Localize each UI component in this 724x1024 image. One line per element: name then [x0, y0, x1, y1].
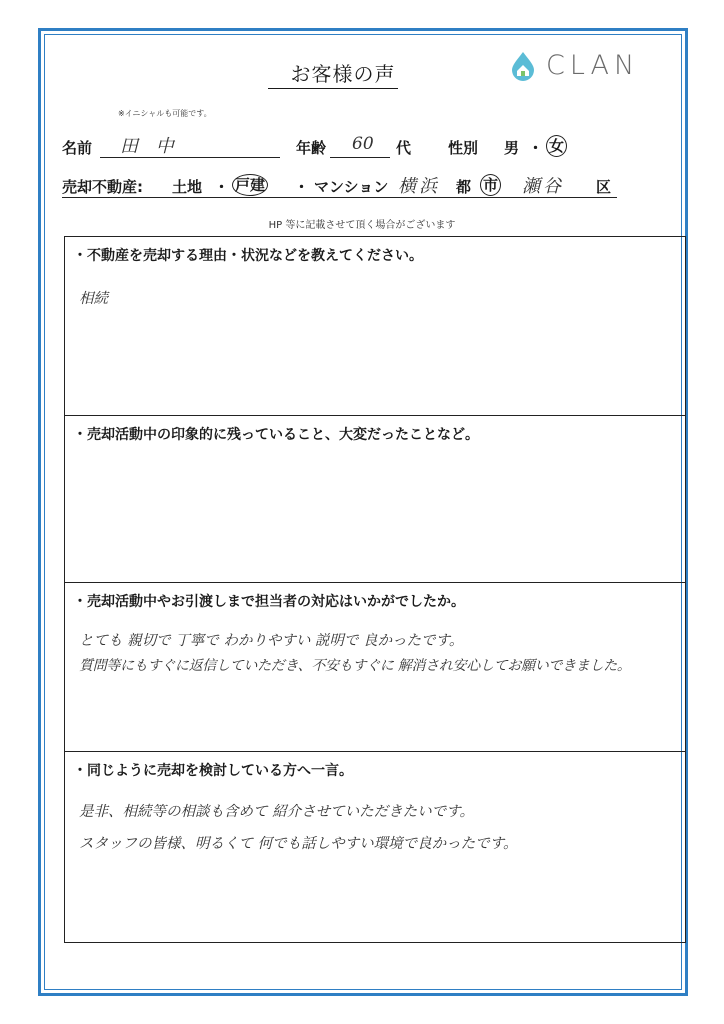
hp-note: HP 等に記載させて頂く場合がございます: [268, 220, 456, 231]
question-box-reason: [64, 236, 686, 416]
age-value[interactable]: 60: [352, 134, 374, 154]
title-underline: [268, 88, 398, 89]
gender-female: 女: [546, 135, 567, 157]
gender-separator: ・: [528, 139, 544, 157]
property-label: 売却不動産:: [62, 178, 143, 196]
answer-reason-line-1[interactable]: 相続: [79, 291, 108, 307]
property-underline: [62, 197, 617, 198]
house-drop-icon: [508, 51, 538, 81]
age-underline: [330, 157, 390, 158]
city-circled[interactable]: [480, 174, 501, 196]
page-title: お客様の声: [290, 62, 396, 86]
type-house-circled[interactable]: [232, 174, 268, 196]
question-box-impression: [64, 415, 686, 583]
gender-label: 性別: [448, 139, 479, 157]
ward-value[interactable]: 瀬谷: [522, 176, 564, 197]
answer-staff-line-2[interactable]: 質問等にもすぐに返信していただき、不安もすぐに 解消され安心してお願いできました。: [79, 658, 631, 674]
name-label: 名前: [62, 139, 93, 157]
question-staff: ・売却活動中やお引渡しまで担当者の対応はいかがでしたか。: [73, 594, 465, 610]
question-box-advice: [64, 751, 686, 943]
sep-1: ・: [214, 178, 230, 196]
ward-label: 区: [596, 178, 612, 196]
gender-female-circled[interactable]: [546, 135, 567, 157]
type-land[interactable]: 土地: [172, 178, 203, 196]
gender-male[interactable]: 男: [504, 139, 520, 157]
name-underline: [100, 157, 280, 158]
answer-staff-line-1[interactable]: とても 親切で 丁寧で わかりやすい 説明で 良かったです。: [79, 633, 464, 649]
answer-advice-line-1[interactable]: 是非、相続等の相談も含めて 紹介させていただきたいです。: [79, 804, 474, 820]
type-house: 戸建: [232, 174, 268, 196]
question-impression: ・売却活動中の印象的に残っていること、大変だったことなど。: [73, 427, 479, 443]
clan-logo: [508, 50, 678, 84]
initial-note: ※イニシャルも可能です。: [118, 109, 212, 118]
question-reason: ・不動産を売却する理由・状況などを教えてください。: [73, 248, 423, 264]
prefecture-value[interactable]: 横浜: [398, 176, 440, 197]
type-mansion[interactable]: マンション: [314, 178, 389, 196]
age-label: 年齢: [296, 139, 327, 157]
sep-2: ・: [294, 178, 310, 196]
answer-advice-line-2[interactable]: スタッフの皆様、明るくて 何でも話しやすい環境で良かったです。: [79, 836, 518, 852]
question-box-staff: [64, 582, 686, 752]
age-suffix: 代: [396, 139, 412, 157]
pref-to: 都: [456, 178, 472, 196]
city-label: 市: [480, 174, 501, 196]
logo-text: CLAN: [546, 50, 640, 81]
name-value[interactable]: 田 中: [120, 136, 180, 157]
question-advice: ・同じように売却を検討している方へ一言。: [73, 763, 353, 779]
